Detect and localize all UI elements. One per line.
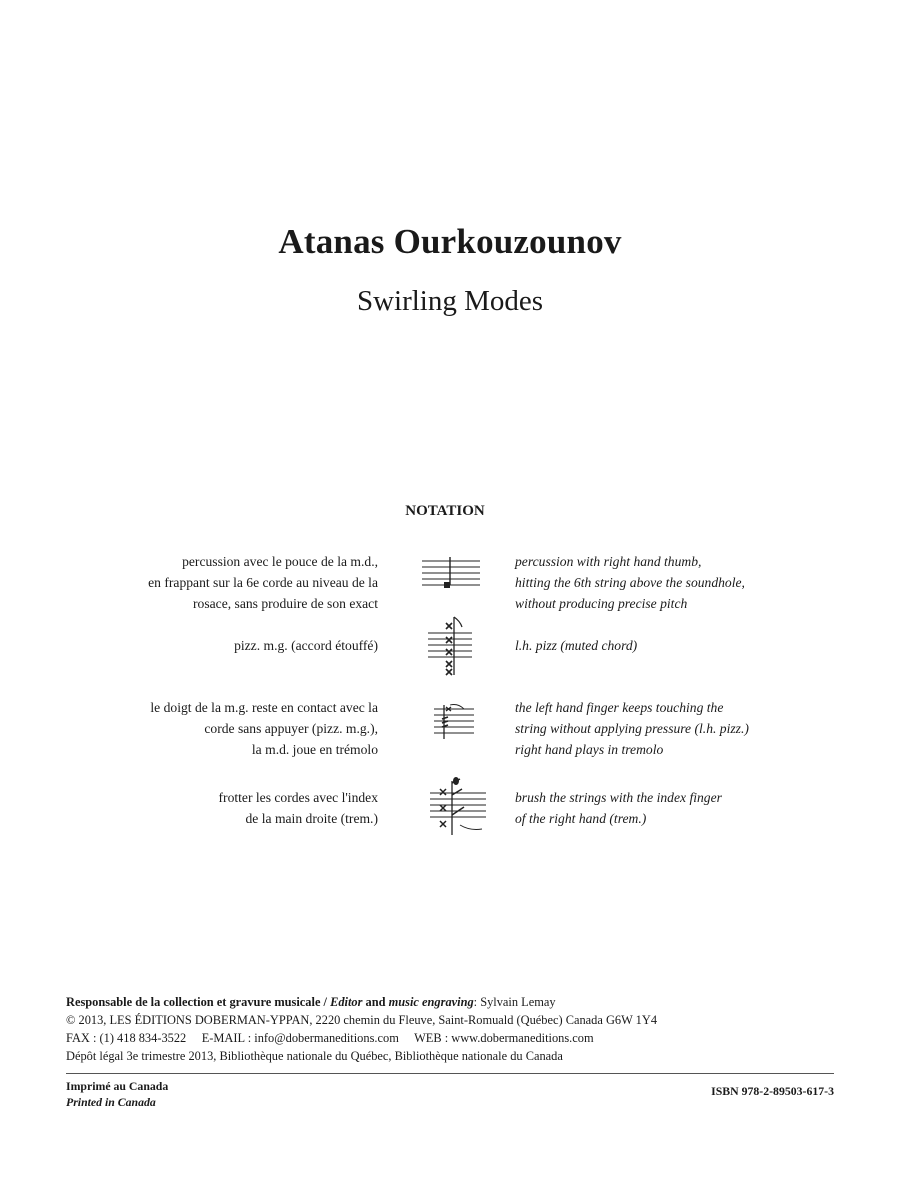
en-line: right hand plays in tremolo xyxy=(515,742,664,757)
fr-line: rosace, sans produire de son exact xyxy=(193,596,378,611)
credit-name: : Sylvain Lemay xyxy=(473,995,556,1009)
isbn: ISBN 978-2-89503-617-3 xyxy=(711,1084,834,1098)
fr-line: pizz. m.g. (accord étouffé) xyxy=(234,638,378,653)
notation-fr-text xyxy=(18,697,378,760)
fr-line: frotter les cordes avec l'index xyxy=(218,790,378,805)
contact-line: FAX : (1) 418 834-3522 E-MAIL : info@dobermaneditions.com WEB : www.dobermaneditions.com xyxy=(66,1031,594,1045)
lh-touch-tremolo-symbol xyxy=(434,701,474,741)
notation-en-text xyxy=(515,787,875,829)
fr-line: le doigt de la m.g. reste en contact avec la xyxy=(150,700,378,715)
fr-line: percussion avec le pouce de la m.d., xyxy=(182,554,378,569)
credit-line xyxy=(66,993,836,1011)
en-line: brush the strings with the index finger xyxy=(515,790,722,805)
en-line: hitting the 6th string above the soundhole, xyxy=(515,575,745,590)
en-line: of the right hand (trem.) xyxy=(515,811,647,826)
printed-en: Printed in Canada xyxy=(66,1095,156,1109)
fr-line: corde sans appuyer (pizz. m.g.), xyxy=(204,721,378,736)
notation-en-text xyxy=(515,551,875,614)
footer-divider xyxy=(66,1073,834,1074)
copyright-line: © 2013, LES ÉDITIONS DOBERMAN-YPPAN, 2220 chemin du Fleuve, Saint-Romuald (Québec) Canada G6W 1Y4 xyxy=(66,1013,658,1027)
notation-fr-text xyxy=(18,635,378,656)
composer-name: Atanas Ourkouzounov xyxy=(278,222,622,261)
credit-and: and xyxy=(362,995,389,1009)
muted-chord-symbol xyxy=(428,615,472,677)
piece-title: Swirling Modes xyxy=(356,285,544,317)
publisher-footer xyxy=(66,993,836,1065)
notation-fr-text xyxy=(18,787,378,829)
fr-line: de la main droite (trem.) xyxy=(245,811,378,826)
credit-en-engraving: music engraving xyxy=(388,995,474,1009)
notation-en-text xyxy=(515,697,875,760)
credit-sep: / xyxy=(320,995,331,1009)
en-line: without producing precise pitch xyxy=(515,596,688,611)
thumb-percussion-symbol xyxy=(422,555,482,595)
fr-line: en frappant sur la 6e corde au niveau de la xyxy=(148,575,378,590)
fr-line: la m.d. joue en trémolo xyxy=(251,742,378,757)
en-line: percussion with right hand thumb, xyxy=(515,554,702,569)
notation-en-text xyxy=(515,635,875,656)
en-line: string without applying pressure (l.h. pizz.) xyxy=(515,721,749,736)
en-line: the left hand finger keeps touching the xyxy=(515,700,724,715)
credit-fr: Responsable de la collection et gravure musicale xyxy=(66,995,321,1009)
brush-strings-symbol xyxy=(430,775,486,839)
notation-heading: NOTATION xyxy=(405,503,485,519)
printed-fr: Imprimé au Canada xyxy=(66,1079,169,1093)
notation-fr-text xyxy=(18,551,378,614)
credit-en-editor: Editor xyxy=(330,995,363,1009)
printed-in xyxy=(66,1078,168,1110)
en-line: l.h. pizz (muted chord) xyxy=(515,638,638,653)
legal-deposit-line: Dépôt légal 3e trimestre 2013, Bibliothèque nationale du Québec, Bibliothèque nationale du Canada xyxy=(66,1049,563,1063)
